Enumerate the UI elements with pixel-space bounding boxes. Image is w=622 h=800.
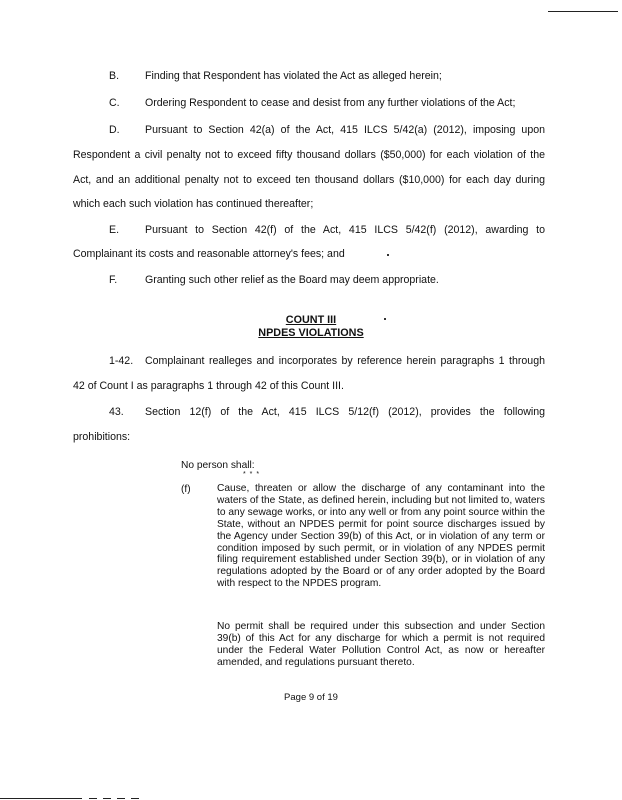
para-43-line1: Section 12(f) of the Act, 415 ILCS 5/12(f) (2012), provides the following <box>145 406 545 418</box>
item-b-label: B. <box>109 70 120 82</box>
count-title: COUNT III <box>285 314 337 326</box>
bottom-dash <box>131 798 139 799</box>
item-b-text: Finding that Respondent has violated the Act as alleged herein; <box>145 70 442 82</box>
item-e-line1: Pursuant to Section 42(f) of the Act, 415 ILCS 5/42(f) (2012), awarding to <box>145 224 545 236</box>
item-d-line1: Pursuant to Section 42(a) of the Act, 415 ILCS 5/42(a) (2012), imposing upon <box>145 124 545 136</box>
bottom-rule <box>0 798 82 799</box>
quote-item-text: Cause, threaten or allow the discharge of any contaminant into the waters of the State, as defined herein, including but not limited to, waters to any sewage works, or into any well or from any point source within the State, without an NPDES permit for point source discharges issued by the Agency under Section 39(b) of this Act, or in violation of any term or condition imposed by such permit, or in violation of any NPDES permit filing requirement established under Section 39(b), or in violation of any regulations adopted by the Board or of any order adopted by the Board with respect to the NPDES program. <box>217 483 545 590</box>
para-1-42-label: 1-42. <box>109 355 134 367</box>
scan-speck <box>384 318 386 320</box>
item-f-label: F. <box>109 274 118 286</box>
para-43-label: 43. <box>109 406 124 418</box>
item-c-label: C. <box>109 97 120 109</box>
para-43-line2: prohibitions: <box>73 431 131 443</box>
scan-speck <box>387 254 389 256</box>
para-1-42-line2: 42 of Count I as paragraphs 1 through 42 of this Count III. <box>73 380 344 392</box>
para-1-42-line1: Complainant realleges and incorporates by reference herein paragraphs 1 through <box>145 355 545 367</box>
item-d-line3: Act, and an additional penalty not to exceed ten thousand dollars ($10,000) for each day during <box>73 174 545 186</box>
bottom-dash <box>89 798 97 799</box>
item-e-line2: Complainant its costs and reasonable attorney's fees; and <box>73 248 345 260</box>
quote-ellipsis: * * * <box>243 471 261 478</box>
quote-para-2: No permit shall be required under this subsection and under Section 39(b) of this Act for any discharge for which a permit is not required under the Federal Water Pollution Control Act, as now or hereafter amended, and regulations pursuant thereto. <box>217 621 545 668</box>
item-d-line4: which each such violation has continued thereafter; <box>73 198 314 210</box>
quote-item-label: (f) <box>181 484 191 495</box>
item-c-text: Ordering Respondent to cease and desist from any further violations of the Act; <box>145 97 516 109</box>
page-number: Page 9 of 19 <box>284 692 338 703</box>
quote-intro: No person shall: <box>181 460 255 471</box>
top-rule <box>548 11 618 12</box>
item-d-line2: Respondent a civil penalty not to exceed fifty thousand dollars ($50,000) for each violation of the <box>73 149 545 161</box>
bottom-dash <box>103 798 111 799</box>
bottom-dash <box>117 798 125 799</box>
count-subtitle: NPDES VIOLATIONS <box>258 327 364 339</box>
item-f-text: Granting such other relief as the Board may deem appropriate. <box>145 274 439 286</box>
item-e-label: E. <box>109 224 120 236</box>
item-d-label: D. <box>109 124 120 136</box>
